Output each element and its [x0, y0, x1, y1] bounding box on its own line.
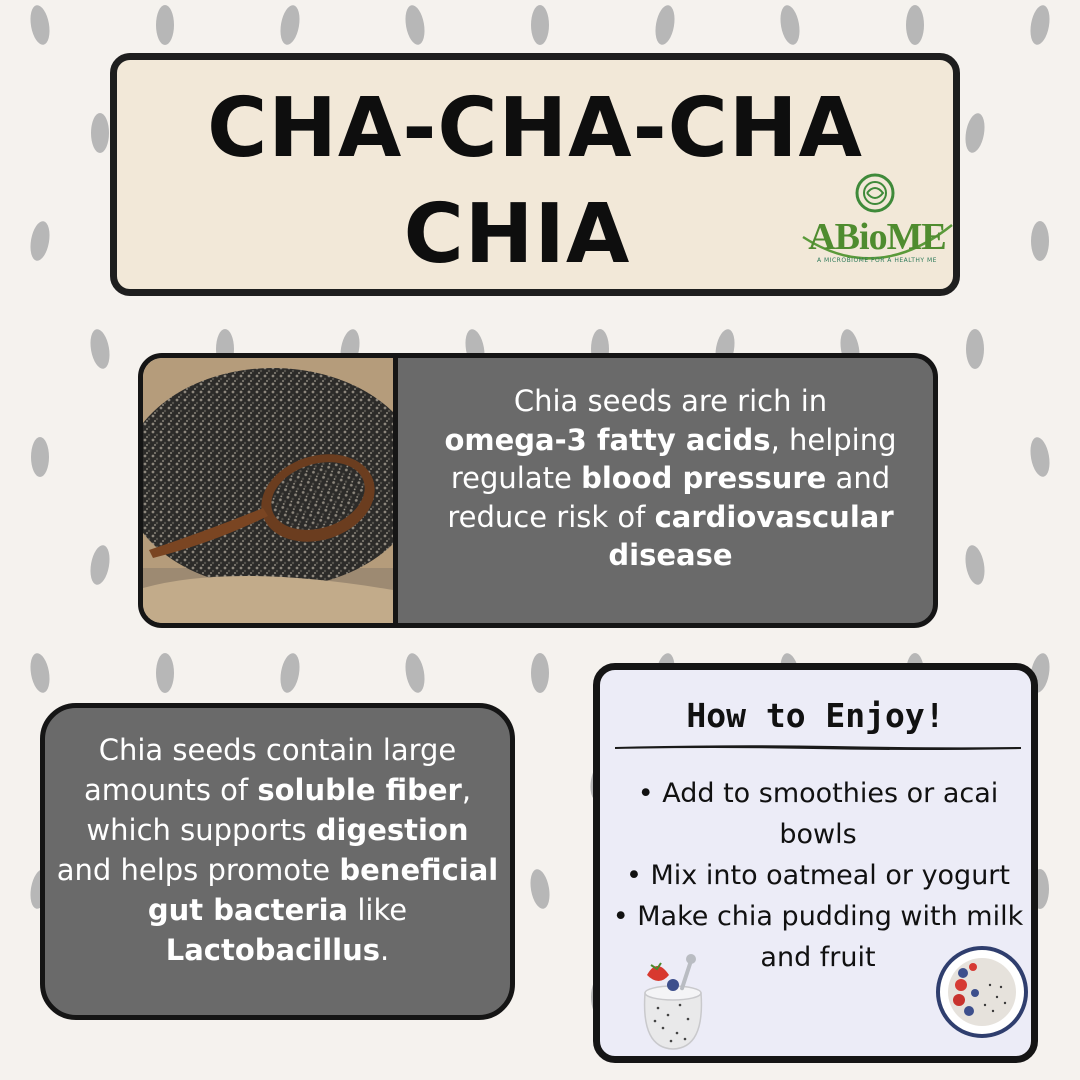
chia-seed-decoration [278, 4, 303, 47]
list-item: • Mix into oatmeal or yogurt [626, 860, 1010, 891]
chia-seed-decoration [963, 544, 988, 587]
chia-seed-decoration [778, 4, 803, 47]
chia-seed-decoration [1031, 221, 1049, 261]
chia-seed-decoration [966, 329, 984, 369]
chia-seed-decoration [906, 5, 924, 45]
chia-seed-decoration [88, 328, 113, 371]
how-to-enjoy-heading: How to Enjoy! [686, 696, 945, 735]
chia-seed-decoration [28, 4, 53, 47]
keyword-gut-bacteria: beneficial gut bacteria [147, 853, 499, 927]
chia-seed-decoration [531, 653, 549, 693]
title-box [110, 53, 960, 296]
chia-seed-decoration [31, 437, 49, 477]
title-line-1: CHA-CHA-CHA [207, 81, 863, 176]
chia-seed-decoration [1028, 4, 1053, 47]
omega-3-card [138, 353, 938, 628]
soluble-fiber-card [40, 703, 515, 1020]
chia-seed-decoration [531, 5, 549, 45]
logo-name: ABioME [808, 216, 946, 258]
keyword-omega-3: omega-3 fatty acids [444, 422, 771, 457]
chia-seed-decoration [88, 544, 113, 587]
chia-seed-decoration [653, 4, 678, 47]
chia-seeds-spoon-photo [143, 358, 398, 623]
chia-seed-decoration [278, 652, 303, 695]
soluble-fiber-description: Chia seeds contain large amounts of soluble fiber, which supports digestion and helps promote beneficial gut bacteria like Lactobacillus. [56, 733, 499, 967]
brush-underline [613, 742, 1023, 752]
list-item: • Add to smoothies or acai bowls [637, 778, 999, 850]
keyword-digestion: digestion [315, 813, 469, 847]
chia-seed-decoration [528, 868, 553, 911]
chia-seed-decoration [91, 113, 109, 153]
chia-seed-decoration [28, 652, 53, 695]
chia-seed-decoration [1028, 436, 1053, 479]
omega-3-description: Chia seeds are rich in omega-3 fatty acids, helping regulate blood pressure and reduce risk of cardiovascular disease [444, 384, 897, 572]
chia-seed-decoration [403, 4, 428, 47]
abiome-logo [797, 165, 957, 275]
keyword-lactobacillus: Lactobacillus [165, 933, 381, 967]
how-to-enjoy-card [593, 663, 1038, 1063]
chia-pudding-jar-icon [633, 953, 713, 1053]
acai-bowl-icon [935, 945, 1030, 1040]
keyword-cardiovascular-disease: cardiovascular disease [608, 499, 894, 572]
title-line-2: CHIA [403, 187, 631, 282]
logo-tagline: A MICROBIOME FOR A HEALTHY ME [817, 257, 937, 264]
chia-seed-decoration [28, 220, 53, 263]
keyword-soluble-fiber: soluble fiber [257, 773, 462, 807]
chia-seed-decoration [156, 5, 174, 45]
chia-seed-decoration [403, 652, 428, 695]
list-item: • Make chia pudding with milk and fruit [612, 901, 1024, 973]
keyword-blood-pressure: blood pressure [581, 461, 827, 495]
chia-seed-decoration [963, 112, 988, 155]
chia-seed-decoration [156, 653, 174, 693]
